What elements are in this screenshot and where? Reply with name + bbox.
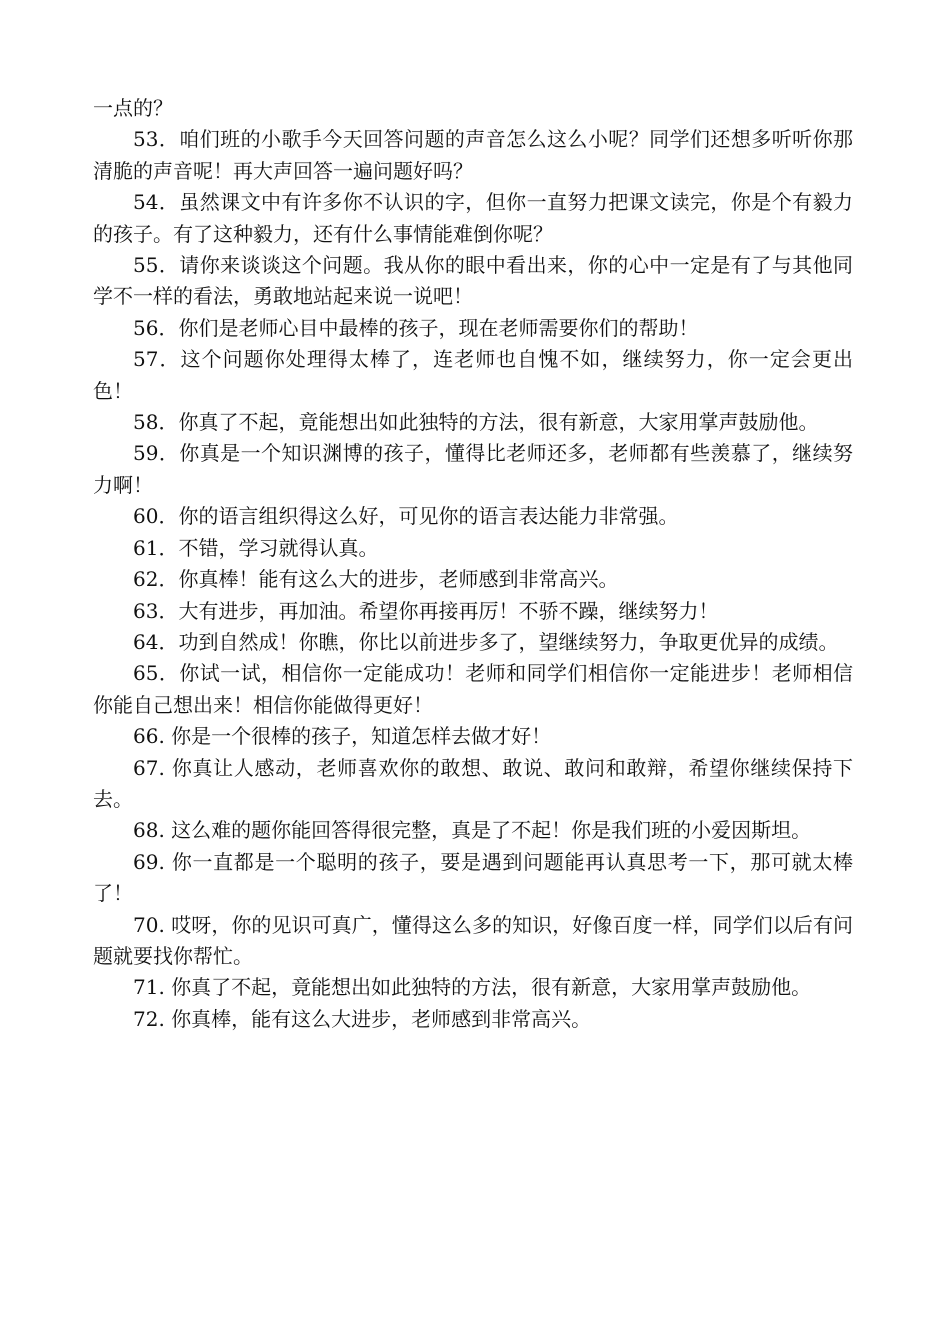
list-item-58: 58．你真了不起，竟能想出如此独特的方法，很有新意，大家用掌声鼓励他。 bbox=[133, 410, 819, 435]
list-item-69: 69. 你一直都是一个聪明的孩子，要是遇到问题能再认真思考一下，那可就太棒了！ bbox=[93, 849, 853, 906]
list-item-55: 55．请你来谈谈这个问题。我从你的眼中看出来，你的心中一定是有了与其他同学不一样的看法，勇敢地站起来说一说吧！ bbox=[93, 253, 853, 309]
list-item-64: 64．功到自然成！你瞧，你比以前进步多了，望继续努力，争取更优异的成绩。 bbox=[133, 629, 839, 654]
list-item-67: 67. 你真让人感动，老师喜欢你的敢想、敢说、敢问和敢辩，希望你继续保持下去。 bbox=[93, 755, 853, 811]
list-item-59: 59．你真是一个知识渊博的孩子，懂得比老师还多，老师都有些羡慕了，继续努力啊！ bbox=[93, 441, 853, 497]
list-item-65: 65．你试一试，相信你一定能成功！老师和同学们相信你一定能进步！老师相信你能自己想出来！相信你能做得更好！ bbox=[93, 661, 853, 717]
list-item-70: 70. 哎呀，你的见识可真广，懂得这么多的知识，好像百度一样，同学们以后有问题就要找你帮忙。 bbox=[93, 912, 853, 968]
continued-paragraph: 一点的？ bbox=[93, 96, 173, 120]
list-item-60: 60．你的语言组织得这么好，可见你的语言表达能力非常强。 bbox=[133, 504, 679, 529]
list-item-53: 53．咱们班的小歌手今天回答问题的声音怎么这么小呢？同学们还想多听听你那清脆的声音呢！再大声回答一遍问题好吗？ bbox=[93, 127, 853, 183]
list-item-66: 66. 你是一个很棒的孩子，知道怎样去做才好！ bbox=[133, 724, 552, 749]
list-item-62: 62．你真棒！能有这么大的进步，老师感到非常高兴。 bbox=[133, 567, 619, 592]
list-item-63: 63．大有进步，再加油。希望你再接再厉！不骄不躁，继续努力！ bbox=[133, 598, 719, 623]
list-item-71: 71. 你真了不起，竟能想出如此独特的方法，很有新意，大家用掌声鼓励他。 bbox=[133, 975, 812, 1000]
list-item-61: 61．不错，学习就得认真。 bbox=[133, 535, 379, 560]
list-item-57: 57．这个问题你处理得太棒了，连老师也自愧不如，继续努力，你一定会更出色！ bbox=[93, 347, 853, 403]
document-page bbox=[93, 93, 853, 1035]
list-item-56: 56．你们是老师心目中最棒的孩子，现在老师需要你们的帮助！ bbox=[133, 315, 699, 340]
list-item-68: 68. 这么难的题你能回答得很完整，真是了不起！你是我们班的小爱因斯坦。 bbox=[133, 818, 812, 843]
list-item-54: 54．虽然课文中有许多你不认识的字，但你一直努力把课文读完，你是个有毅力的孩子。有了这种毅力，还有什么事情能难倒你呢？ bbox=[93, 190, 853, 246]
list-item-72: 72. 你真棒，能有这么大进步，老师感到非常高兴。 bbox=[133, 1006, 592, 1031]
